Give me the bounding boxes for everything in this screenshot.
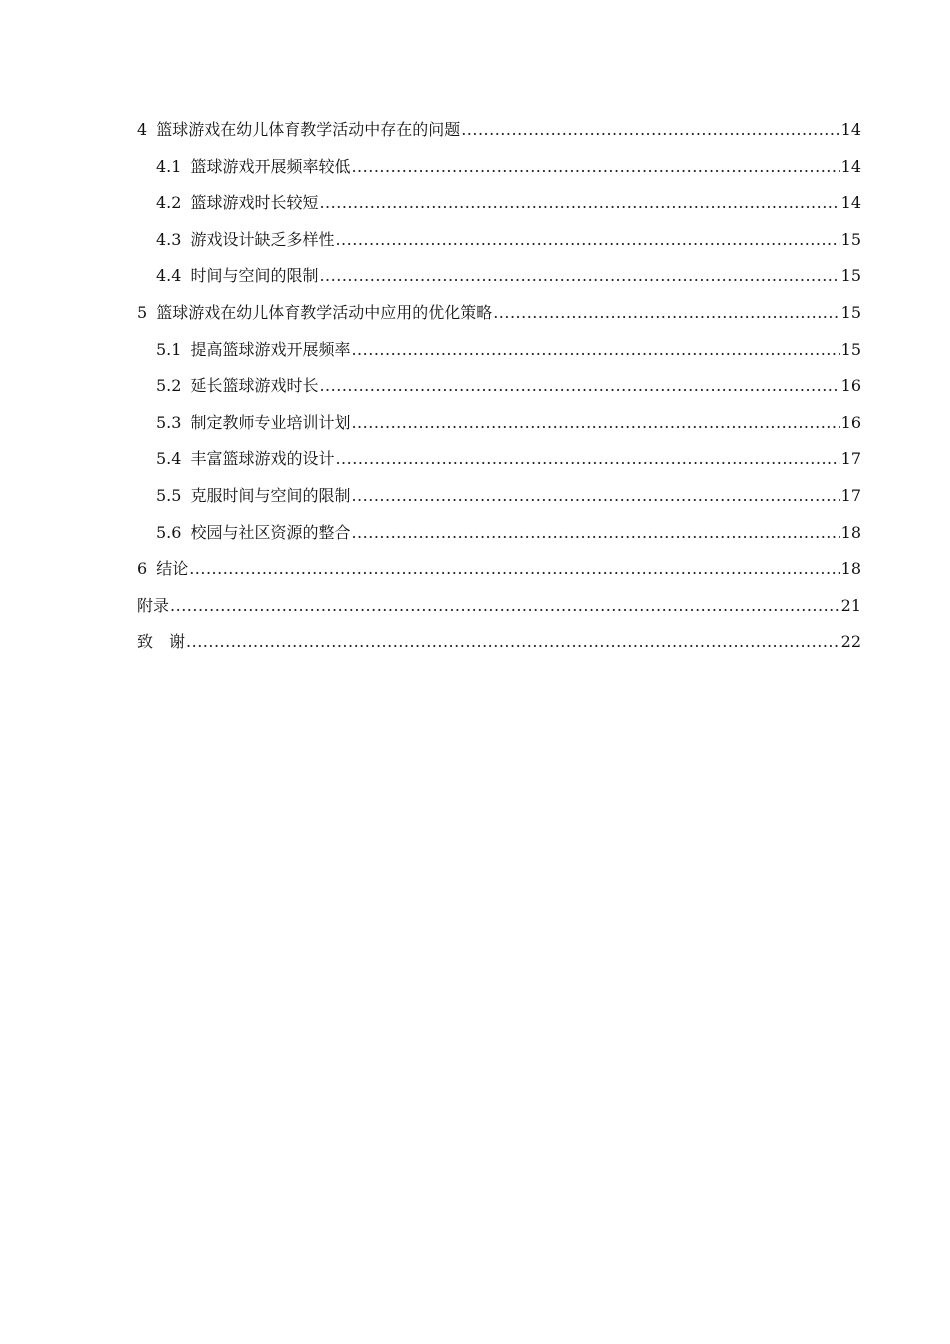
toc-dot-leader: [351, 332, 839, 369]
toc-dot-leader: [335, 441, 839, 478]
toc-entry-title: 篮球游戏开展频率较低: [190, 156, 351, 176]
toc-dot-leader: [461, 112, 839, 149]
toc-entry-page: 22: [840, 632, 861, 652]
toc-entry-number: 5.4: [156, 449, 182, 469]
toc-entry-title: 校园与社区资源的整合: [190, 522, 351, 542]
toc-entry-title: 丰富篮球游戏的设计: [190, 449, 335, 469]
toc-entry-title: 致 谢: [137, 632, 186, 652]
toc-entry-number: 4: [137, 120, 148, 139]
toc-entry-number: 5.1: [156, 339, 182, 359]
toc-entry-4-4[interactable]: [137, 258, 861, 295]
toc-entry-title: 制定教师专业培训计划: [190, 412, 351, 432]
toc-entry-4-3[interactable]: [137, 222, 861, 259]
toc-entry-page: 18: [840, 522, 861, 542]
toc-entry-page: 18: [840, 559, 861, 579]
toc-dot-leader: [189, 551, 839, 588]
toc-entry-5-6[interactable]: [137, 515, 861, 552]
toc-entry-number: 5.6: [156, 522, 182, 542]
toc-entry-title: 提高篮球游戏开展频率: [190, 339, 351, 359]
toc-entry-5-4[interactable]: [137, 441, 861, 478]
toc-entry-title: 篮球游戏时长较短: [190, 193, 319, 213]
toc-entry-4-2[interactable]: [137, 185, 861, 222]
toc-dot-leader: [319, 185, 839, 222]
toc-dot-leader: [170, 588, 840, 625]
toc-entry-title: 延长篮球游戏时长: [190, 376, 319, 396]
toc-entry-page: 15: [840, 266, 861, 286]
toc-entry-number: 4.2: [156, 193, 182, 213]
toc-entry-page: 16: [840, 412, 861, 432]
toc-entry-title: 篮球游戏在幼儿体育教学活动中应用的优化策略: [156, 302, 493, 322]
toc-entry-number: 5.3: [156, 412, 182, 432]
toc-entry-number: 4.1: [156, 156, 182, 176]
toc-entry-5-3[interactable]: [137, 405, 861, 442]
toc-dot-leader: [319, 368, 839, 405]
toc-entry-title: 游戏设计缺乏多样性: [190, 229, 335, 249]
toc-dot-leader: [351, 478, 839, 515]
toc-entry-title: 时间与空间的限制: [190, 266, 319, 286]
toc-dot-leader: [493, 295, 839, 332]
toc-entry-5-2[interactable]: [137, 368, 861, 405]
toc-dot-leader: [351, 405, 839, 442]
toc-entry-number: 5: [137, 302, 148, 322]
toc-dot-leader: [319, 258, 839, 295]
toc-entry-title: 结论: [156, 559, 189, 579]
toc-entry-5-1[interactable]: [137, 332, 861, 369]
toc-entry-title: 克服时间与空间的限制: [190, 485, 351, 505]
toc-entry-page: 17: [840, 449, 861, 469]
toc-entry-page: 15: [840, 339, 861, 359]
toc-entry-title: 附录: [137, 595, 170, 615]
toc-entry-page: 14: [840, 156, 861, 176]
toc-entry-number: 5.5: [156, 485, 182, 505]
table-of-contents: [137, 112, 861, 661]
toc-entry-page: 21: [840, 595, 861, 615]
toc-entry-5[interactable]: [137, 295, 861, 332]
toc-entry-title: 篮球游戏在幼儿体育教学活动中存在的问题: [156, 120, 461, 139]
toc-entry-appendix[interactable]: [137, 588, 861, 625]
toc-dot-leader: [351, 149, 839, 186]
toc-entry-page: 16: [840, 376, 861, 396]
toc-entry-page: 15: [840, 302, 861, 322]
toc-entry-page: 14: [840, 120, 861, 139]
toc-entry-acknowledgements[interactable]: [137, 624, 861, 661]
toc-entry-5-5[interactable]: [137, 478, 861, 515]
toc-entry-4-1[interactable]: [137, 149, 861, 186]
toc-entry-page: 14: [840, 193, 861, 213]
toc-entry-4[interactable]: [137, 112, 861, 149]
toc-dot-leader: [186, 624, 840, 661]
toc-dot-leader: [351, 515, 839, 552]
toc-entry-page: 15: [840, 229, 861, 249]
toc-entry-number: 6: [137, 559, 148, 579]
toc-dot-leader: [335, 222, 839, 259]
toc-entry-6[interactable]: [137, 551, 861, 588]
toc-entry-number: 4.3: [156, 229, 182, 249]
toc-entry-page: 17: [840, 485, 861, 505]
toc-entry-number: 5.2: [156, 376, 182, 396]
toc-entry-number: 4.4: [156, 266, 182, 286]
